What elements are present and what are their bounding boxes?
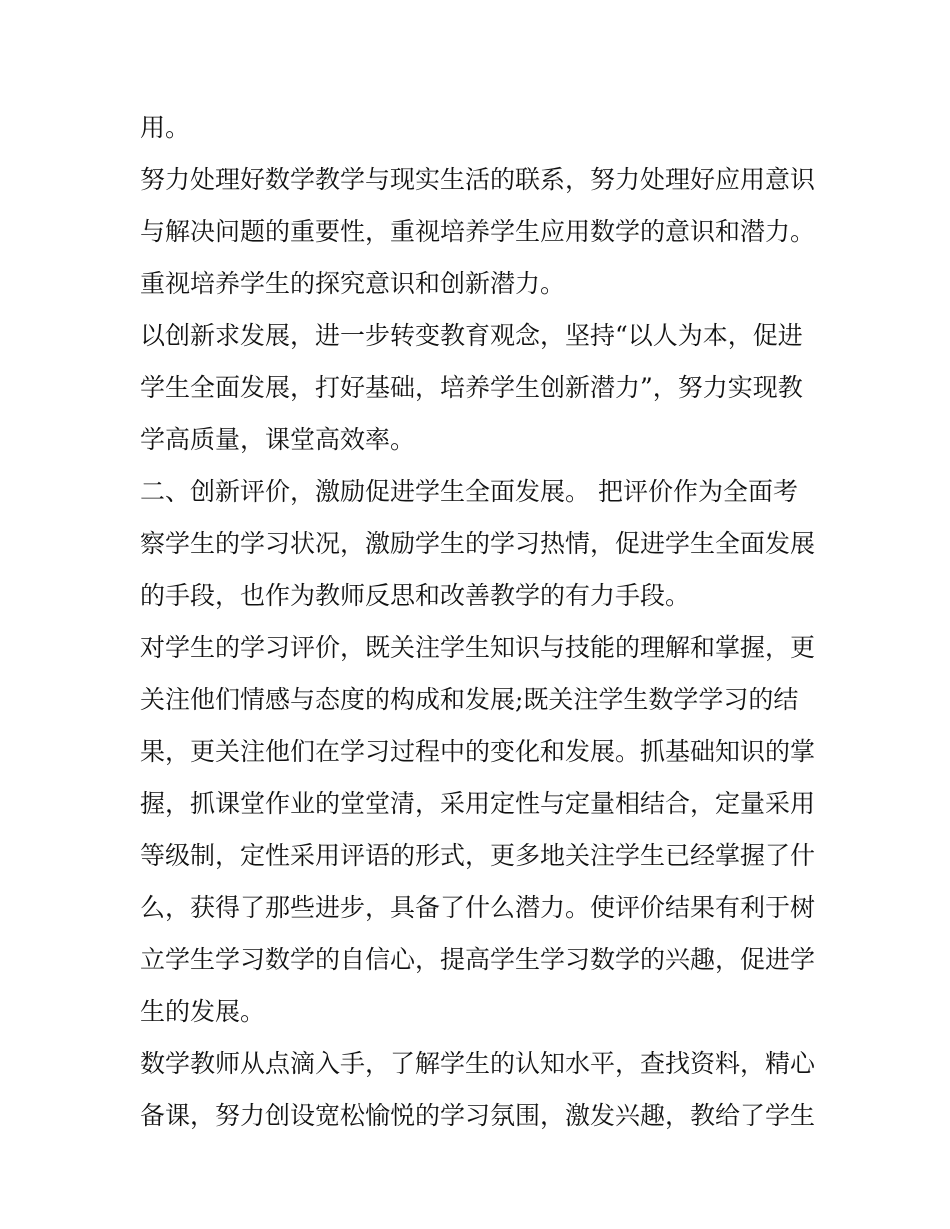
text-line: 备课，努力创设宽松愉悦的学习氛围，激发兴趣，教给了学生 (140, 1101, 816, 1130)
text-line: 么，获得了那些进步，具备了什么潜力。使评价结果有利于树 (140, 893, 816, 922)
text-line: 与解决问题的重要性，重视培养学生应用数学的意识和潜力。 (140, 217, 816, 246)
text-line: 数学教师从点滴入手，了解学生的认知水平，查找资料，精心 (140, 1049, 816, 1078)
text-line: 察学生的学习状况，激励学生的学习热情，促进学生全面发展 (140, 529, 816, 558)
text-line: 握，抓课堂作业的堂堂清，采用定性与定量相结合，定量采用 (140, 789, 816, 818)
text-line: 用。 (140, 113, 191, 142)
text-line: 努力处理好数学教学与现实生活的联系，努力处理好应用意识 (140, 165, 816, 194)
text-line: 等级制，定性采用评语的形式，更多地关注学生已经掌握了什 (140, 841, 816, 870)
text-line: 立学生学习数学的自信心，提高学生学习数学的兴趣，促进学 (140, 945, 816, 974)
text-line: 重视培养学生的探究意识和创新潜力。 (140, 269, 566, 298)
text-line: 以创新求发展，进一步转变教育观念，坚持“以人为本，促进 (140, 321, 803, 350)
text-line: 果，更关注他们在学习过程中的变化和发展。抓基础知识的掌 (140, 737, 816, 766)
text-line: 生的发展。 (140, 997, 266, 1026)
text-line: 的手段，也作为教师反思和改善教学的有力手段。 (140, 581, 691, 610)
text-line: 关注他们情感与态度的构成和发展;既关注学生数学学习的结 (140, 685, 799, 714)
text-line: 对学生的学习评价，既关注学生知识与技能的理解和掌握，更 (140, 633, 816, 662)
text-line: 学生全面发展，打好基础，培养学生创新潜力”，努力实现教 (140, 373, 803, 402)
text-line: 二、创新评价，激励促进学生全面发展。 把评价作为全面考 (140, 477, 798, 506)
text-line: 学高质量，课堂高效率。 (140, 425, 416, 454)
